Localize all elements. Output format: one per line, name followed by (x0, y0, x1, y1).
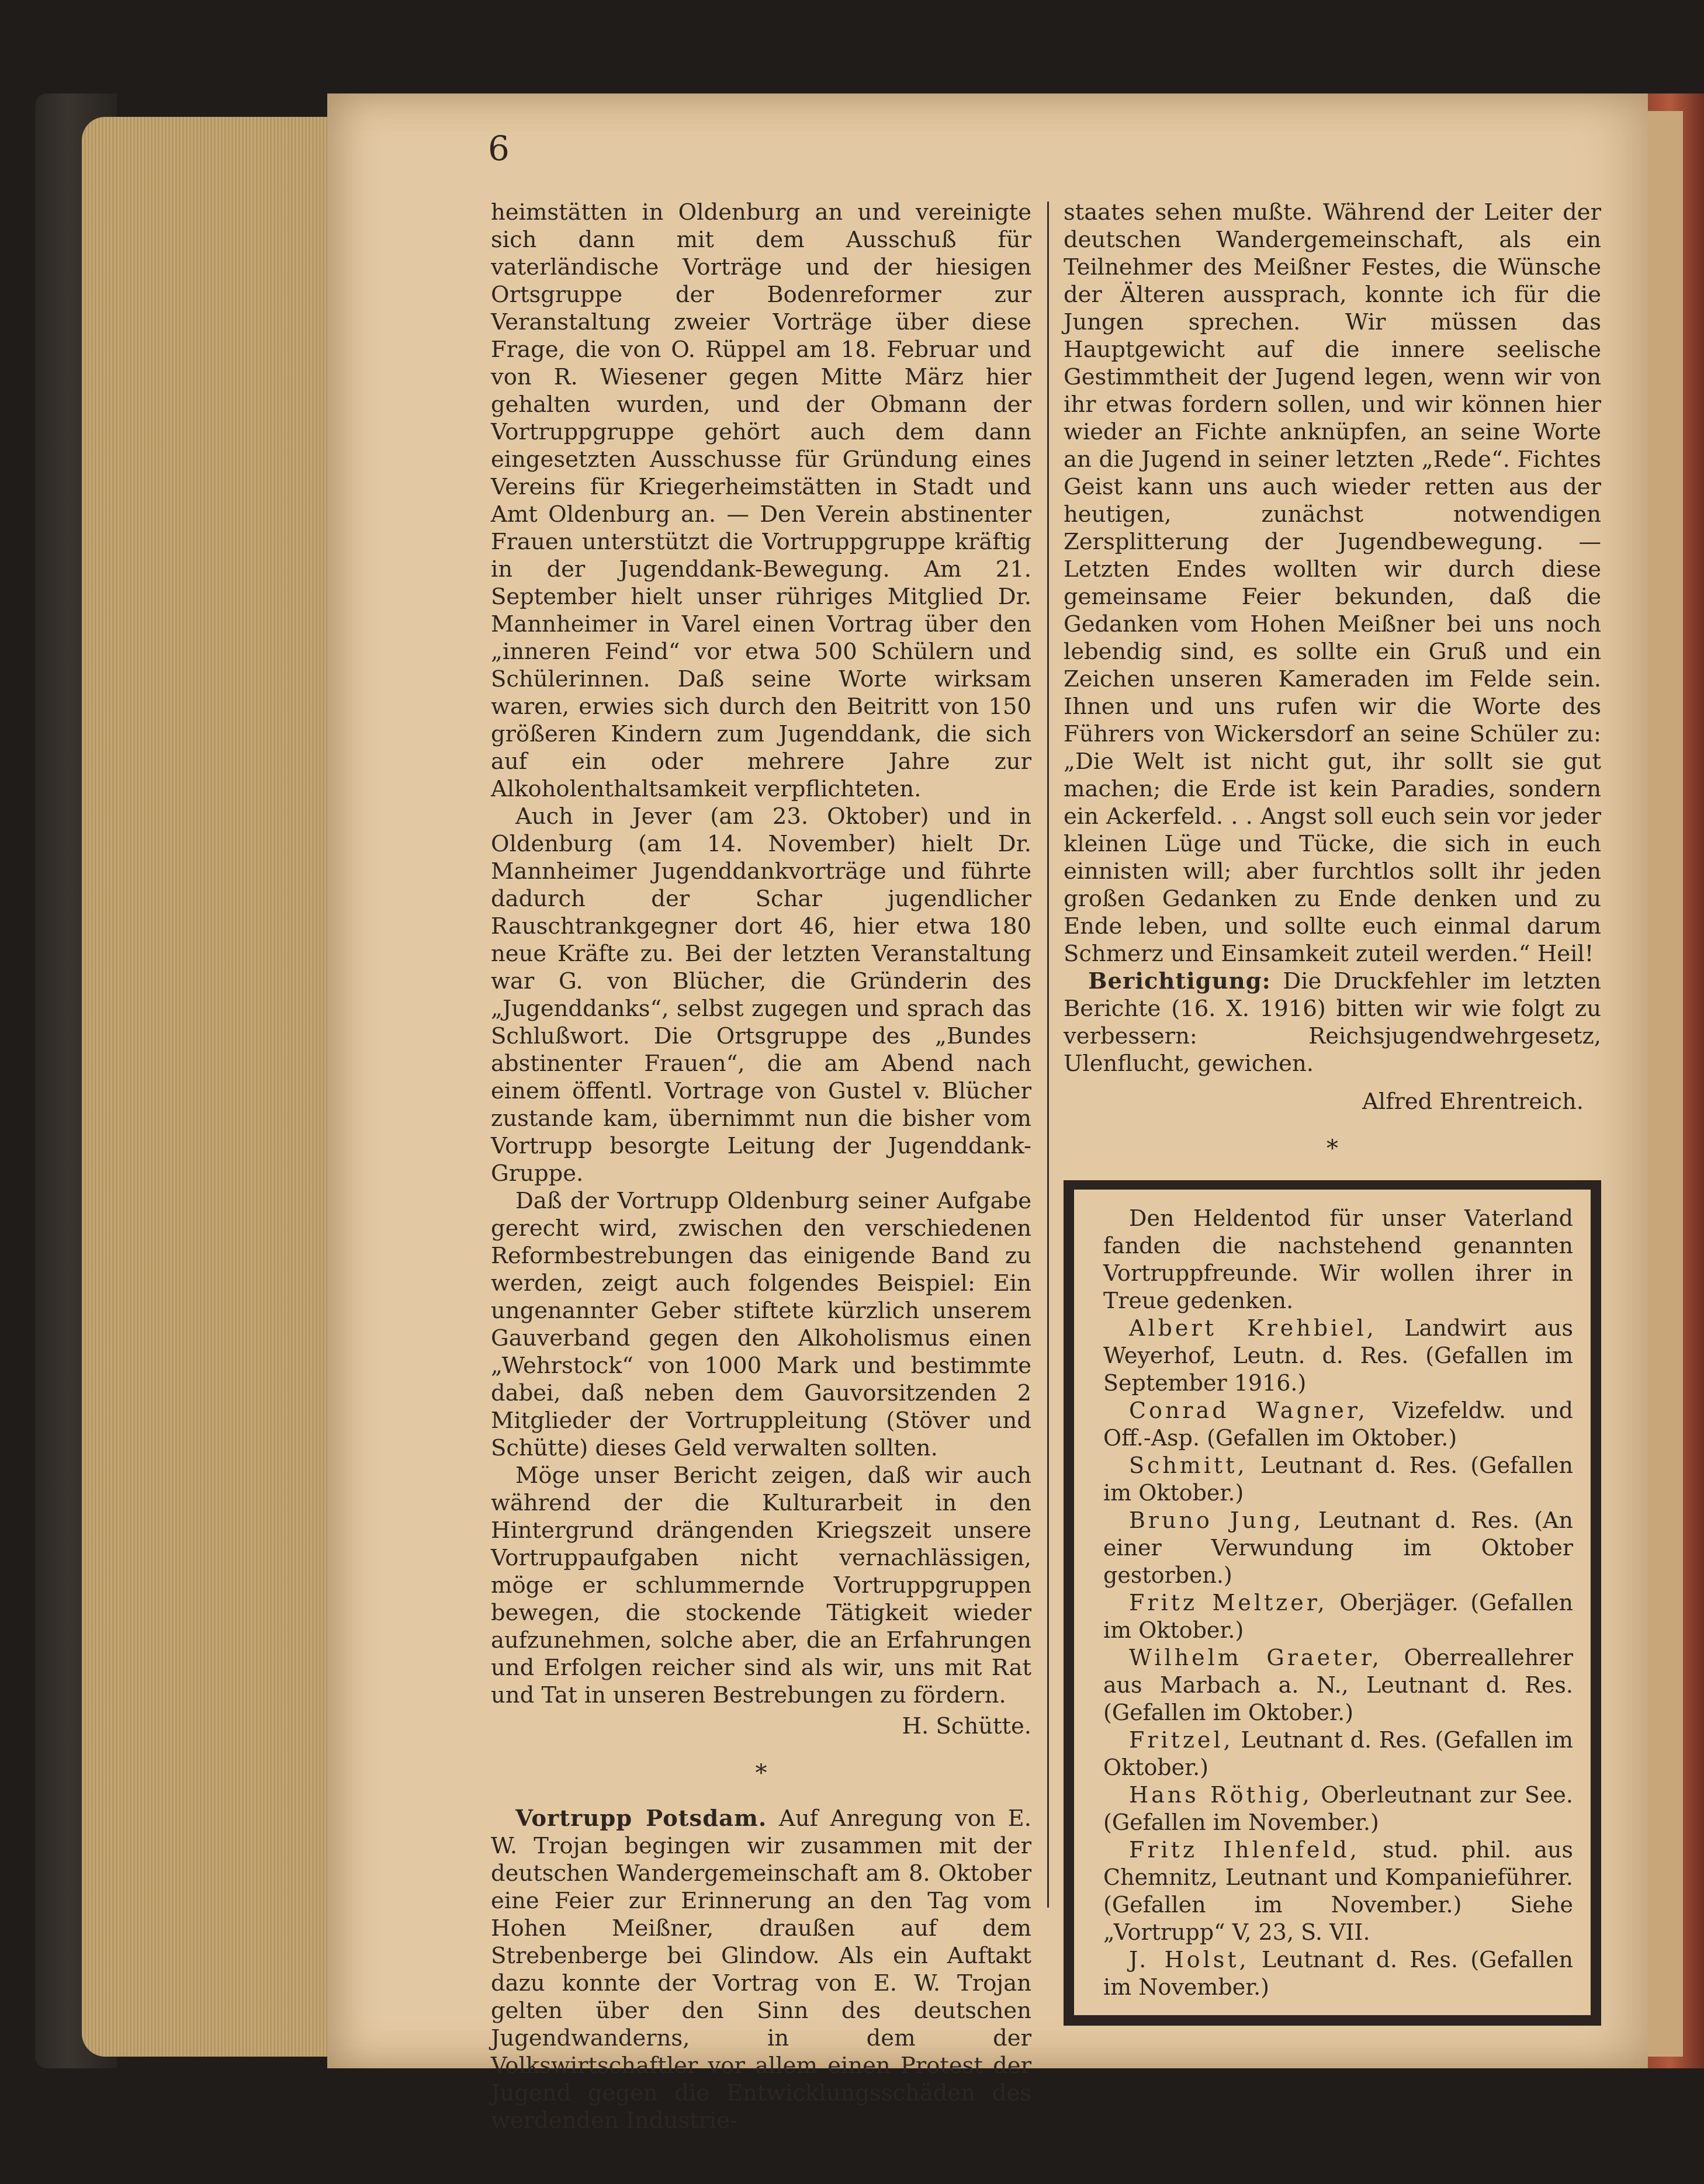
memorial-entry (1103, 1315, 1573, 1397)
left-paragraph-3: Daß der Vortrupp Oldenburg seiner Aufgabe gerecht wird, zwischen den verschiedenen Reformbestrebungen das einigende Band zu werden, zeigt auch folgendes Beispiel: Ein ungenannter Geber stiftete kürzlich unserem Gauverband gegen den Alkoholismus einen „Wehrstock“ von 1000 Mark und bestimmte dabei, daß neben dem Gauvorsitzenden 2 Mitglieder der Vortruppleitung (Stöver und Schütte) dieses Geld verwalten sollten. (491, 1188, 1031, 1461)
memorial-entry (1103, 1946, 1573, 2001)
fallen-name: Hans Röthig, (1129, 1782, 1312, 1808)
signature-schuette: H. Schütte. (902, 1713, 1031, 1739)
memorial-entry (1103, 1452, 1573, 1507)
potsdam-text: Auf Anregung von E. W. Trojan begingen wir zusammen mit der deutschen Wandergemeinschaft am 8. Oktober eine Feier zur Erinnerung an den Tag vom Hohen Meißner, draußen auf dem Strebenberge bei Glindow. Als ein Auftakt dazu konnte der Vortrag von E. W. Trojan gelten über den Sinn des deutschen Jugendwanderns, in dem der Volkswirtschaftler vor allem einen Protest der Jugend gegen die Entwicklungsschäden des werdenden Industrie- (491, 1805, 1031, 2134)
left-paragraph-4: Möge unser Bericht zeigen, daß wir auch während der die Kulturarbeit in den Hintergrund drängenden Kriegszeit unsere Vortruppaufgaben nicht vernachlässigen, möge er schlummernde Vortruppgruppen bewegen, die stockende Tätigkeit wieder aufzunehmen, solche aber, die an Erfahrungen und Erfolgen reicher sind als wir, uns mit Rat und Tat in unseren Bestrebungen zu fördern. (491, 1462, 1031, 1708)
memorial-box (1064, 1180, 1601, 2026)
fallen-details: Leutnant d. Res. (Gefallen im Oktober.) (1103, 1452, 1573, 1506)
memorial-entry (1103, 1781, 1573, 1836)
fallen-details: Oberreallehrer aus Marbach a. N., Leutnant d. Res. (Gefallen im Oktober.) (1103, 1645, 1573, 1725)
page-number: 6 (488, 129, 511, 168)
page-stack (82, 117, 333, 2057)
column-divider (1047, 202, 1049, 1908)
section-divider-star: * (755, 1760, 767, 1787)
fallen-details: Leutnant d. Res. (An einer Verwundung im Oktober gestorben.) (1103, 1507, 1573, 1588)
memorial-intro: Den Heldentod für unser Vaterland fanden die nachstehend genannten Vortruppfreunde. Wir wollen ihrer in Treue gedenken. (1103, 1205, 1573, 1313)
left-column (491, 199, 1031, 2134)
fallen-name: Wilhelm Graeter, (1129, 1645, 1382, 1670)
fallen-details: Landwirt aus Weyerhof, Leutn. d. Res. (Gefallen im September 1916.) (1103, 1315, 1573, 1396)
potsdam-paragraph (491, 1805, 1031, 2134)
fallen-name: J. Holst, (1129, 1947, 1249, 1972)
fallen-details: Oberleutnant zur See. (Gefallen im November.) (1103, 1782, 1573, 1835)
next-page-edge (1648, 111, 1683, 2057)
fallen-details: Leutnant d. Res. (Gefallen im Oktober.) (1103, 1727, 1573, 1780)
fallen-details: Leutnant d. Res. (Gefallen im November.) (1103, 1947, 1573, 2000)
memorial-entry (1103, 1836, 1573, 1946)
fallen-name: Fritz Meltzer, (1129, 1590, 1328, 1616)
section-divider-star: * (1327, 1135, 1338, 1162)
left-paragraph-2: Auch in Jever (am 23. Oktober) und in Oldenburg (am 14. November) hielt Dr. Mannheimer Jugenddankvorträge und führte dadurch der Schar jugendlicher Rauschtrankgegner dort 46, hier etwa 180 neue Kräfte zu. Bei der letzten Veranstaltung war G. von Blücher, die Gründerin des „Jugenddanks“, selbst zugegen und sprach das Schlußwort. Die Ortsgruppe des „Bundes abstinenter Frauen“, die am Abend nach einem öffentl. Vortrage von Gustel v. Blücher zustande kam, übernimmt nun die bisher vom Vortrupp besorgte Leitung der Jugenddank-Gruppe. (491, 803, 1031, 1187)
book-page (327, 93, 1648, 2134)
fallen-name: Fritz Ihlenfeld, (1129, 1837, 1360, 1863)
fallen-name: Bruno Jung, (1129, 1507, 1304, 1533)
memorial-entry (1103, 1644, 1573, 1727)
fallen-name: Fritzel, (1129, 1727, 1234, 1753)
memorial-entry (1103, 1589, 1573, 1644)
fallen-name: Conrad Wagner, (1129, 1398, 1368, 1423)
fallen-details: Vizefeldw. und Off.-Asp. (Gefallen im Oktober.) (1103, 1398, 1573, 1451)
correction-heading: Berichtigung: (1088, 968, 1271, 994)
correction-paragraph (1064, 968, 1601, 1077)
fallen-name: Albert Krehbiel, (1129, 1315, 1377, 1341)
potsdam-heading: Vortrupp Potsdam. (515, 1805, 767, 1832)
memorial-entry (1103, 1507, 1573, 1589)
memorial-entry (1103, 1727, 1573, 1781)
right-paragraph-1: staates sehen mußte. Während der Leiter der deutschen Wandergemeinschaft, als ein Teilnehmer des Meißner Festes, die Wünsche der Älteren aussprach, konnte ich für die Jungen sprechen. Wir müssen das Hauptgewicht auf die innere seelische Gestimmtheit der Jugend legen, wenn wir von ihr etwas fordern sollen, und wir können hier wieder an Fichte anknüpfen, an seine Worte an die Jugend in seiner letzten „Rede“. Fichtes Geist kann uns auch wieder retten aus der heutigen, zunächst notwendigen Zersplitterung der Jugendbewegung. — Letzten Endes wollten wir durch diese gemeinsame Feier bekunden, daß die Gedanken vom Hohen Meißner bei uns noch lebendig sind, es sollte ein Gruß und ein Zeichen unseren Kameraden im Felde sein. Ihnen und uns rufen wir die Worte des Führers von Wickersdorf an seine Schüler zu: „Die Welt ist nicht gut, ihr sollt sie gut machen; die Erde ist kein Paradies, sondern ein Ackerfeld. . . Angst soll euch sein vor jeder kleinen Lüge und Tücke, die sich in euch einnisten will; aber furchtlos sollt ihr jeden großen Gedanken zu Ende denken und zu Ende leben, und sollte euch einmal darum Schmerz und Einsamkeit zuteil werden.“ Heil! (1064, 199, 1601, 967)
right-column (1064, 199, 1601, 2026)
left-paragraph-1: heimstätten in Oldenburg an und vereinigte sich dann mit dem Ausschuß für vaterländische Vorträge und der hiesigen Ortsgruppe der Bodenreformer zur Veranstaltung zweier Vorträge über diese Frage, die von O. Rüppel am 18. Februar und von R. Wiesener gegen Mitte März hier gehalten wurden, und der Obmann der Vortruppgruppe gehört auch dem dann eingesetzten Ausschusse für Gründung eines Vereins für Kriegerheimstätten in Stadt und Amt Oldenburg an. — Den Verein abstinenter Frauen unterstützt die Vortruppgruppe kräftig in der Jugenddank-Bewegung. Am 21. September hielt unser rühriges Mitglied Dr. Mannheimer in Varel einen Vortrag über den „inneren Feind“ vor etwa 500 Schülern und Schülerinnen. Daß seine Worte wirksam waren, erwies sich durch den Beitritt von 150 größeren Kindern zum Jugenddank, die sich auf ein oder mehrere Jahre zur Alkoholenthaltsamkeit verpflichteten. (491, 199, 1031, 802)
fallen-details: Oberjäger. (Gefallen im Oktober.) (1103, 1590, 1573, 1643)
signature-ehrentreich: Alfred Ehrentreich. (1362, 1088, 1584, 1115)
fallen-name: Schmitt, (1129, 1452, 1248, 1478)
correction-text: Die Druckfehler im letzten Berichte (16. X. 1916) bitten wir wie folgt zu verbessern: Reichsjugendwehrgesetz, Ulenflucht, gewichen. (1064, 968, 1601, 1077)
memorial-entry (1103, 1397, 1573, 1452)
fallen-details: stud. phil. aus Chemnitz, Leutnant und Kompanieführer. (Gefallen im November.) Siehe „Vortrupp“ V, 23, S. VII. (1103, 1837, 1574, 1945)
